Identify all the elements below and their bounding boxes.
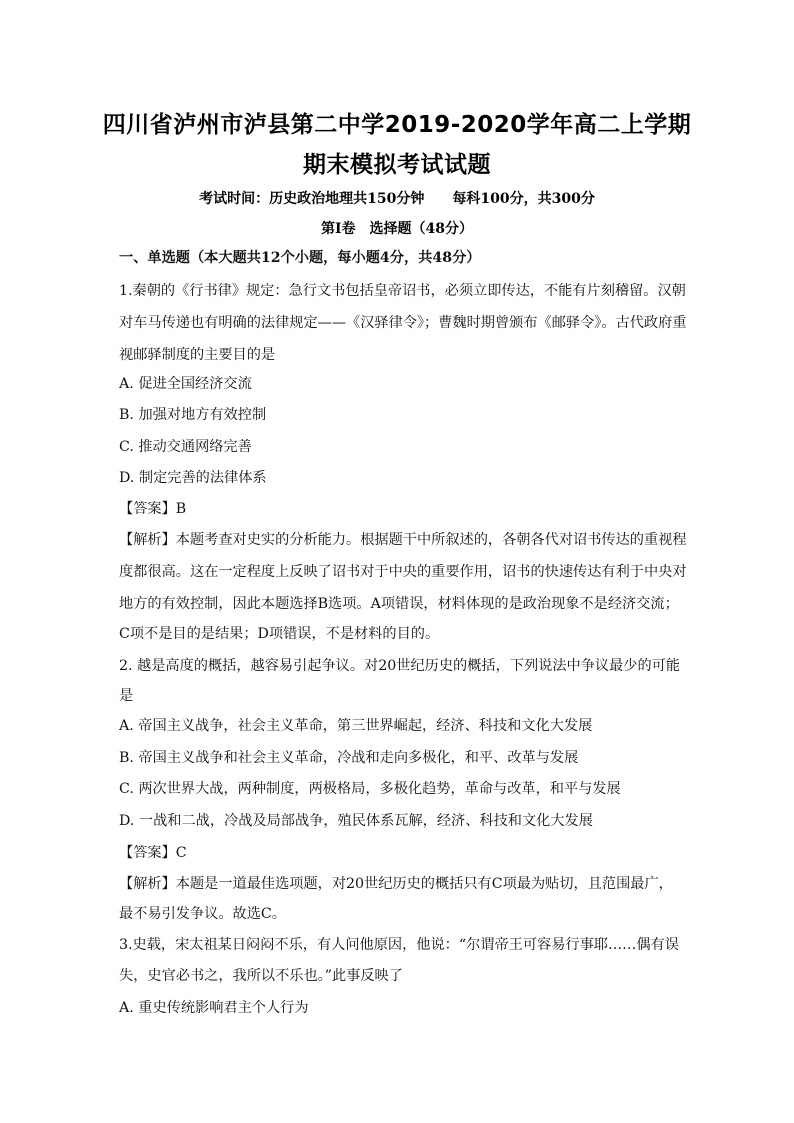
q2-answer: 【答案】C	[119, 845, 187, 861]
q2-option-b: B. 帝国主义战争和社会主义革命，冷战和走向多极化，和平、改革与发展	[119, 750, 579, 766]
q1-option-b: B. 加强对地方有效控制	[119, 407, 267, 423]
exam-info: 考试时间：历史政治地理共150分钟 每科100分，共300分	[199, 191, 595, 207]
q1-stem-line: 1.秦朝的《行书律》规定：急行文书包括皇帝诏书，必须立即传达，不能有片刻稽留。汉朝	[119, 283, 686, 299]
q1-option-d: D. 制定完善的法律体系	[119, 470, 267, 486]
q2-option-a: A. 帝国主义战争，社会主义革命，第三世界崛起，经济、科技和文化大发展	[119, 718, 593, 734]
q1-stem-line: 视邮驿制度的主要目的是	[119, 347, 276, 363]
q2-stem-line: 2. 越是高度的概括，越容易引起争议。对20世纪历史的概括，下列说法中争议最少的可能	[119, 658, 681, 674]
section-title: 第Ⅰ卷 选择题（48分）	[320, 221, 474, 237]
q3-stem-line: 失，史官必书之，我所以不乐也。”此事反映了	[119, 968, 403, 984]
q3-option-a: A. 重史传统影响君主个人行为	[119, 1000, 309, 1016]
q1-analysis-line: C项不是目的是结果；D项错误，不是材料的目的。	[119, 626, 440, 642]
q3-stem-line: 3.史载，宋太祖某日闷闷不乐，有人问他原因，他说：“尔谓帝王可容易行事耶……偶有误	[119, 937, 679, 953]
q1-option-a: A. 促进全国经济交流	[119, 376, 252, 392]
q2-analysis-line: 【解析】本题是一道最佳选项题，对20世纪历史的概括只有C项最为贴切，且范围最广，	[119, 876, 673, 892]
q2-analysis-line: 最不易引发争议。故选C。	[119, 906, 286, 922]
q2-stem-line: 是	[119, 688, 134, 704]
doc-title-line1: 四川省泸州市泸县第二中学2019-2020学年高二上学期	[102, 112, 692, 138]
doc-title-line2: 期末模拟考试试题	[303, 152, 491, 178]
q2-option-d: D. 一战和二战，冷战及局部战争，殖民体系瓦解，经济、科技和文化大发展	[119, 813, 593, 829]
q1-option-c: C. 推动交通网络完善	[119, 439, 252, 455]
q1-analysis-line: 地方的有效控制，因此本题选择B选项。A项错误，材料体现的是政治现象不是经济交流；	[119, 596, 679, 612]
part-heading: 一、单选题（本大题共12个小题，每小题4分，共48分）	[119, 250, 481, 266]
q1-stem-line: 对车马传递也有明确的法律规定——《汉驿律令》；曹魏时期曾颁布《邮驿令》。古代政府重	[119, 315, 687, 331]
q2-option-c: C. 两次世界大战，两种制度，两极格局，多极化趋势，革命与改革，和平与发展	[119, 781, 621, 797]
q1-analysis-line: 度都很高。这在一定程度上反映了诏书对于中央的重要作用，诏书的快速传达有利于中央对	[119, 564, 687, 580]
q1-analysis-line: 【解析】本题考查对史实的分析能力。根据题干中所叙述的，各朝各代对诏书传达的重视程	[119, 532, 687, 548]
q1-answer: 【答案】B	[119, 501, 187, 517]
